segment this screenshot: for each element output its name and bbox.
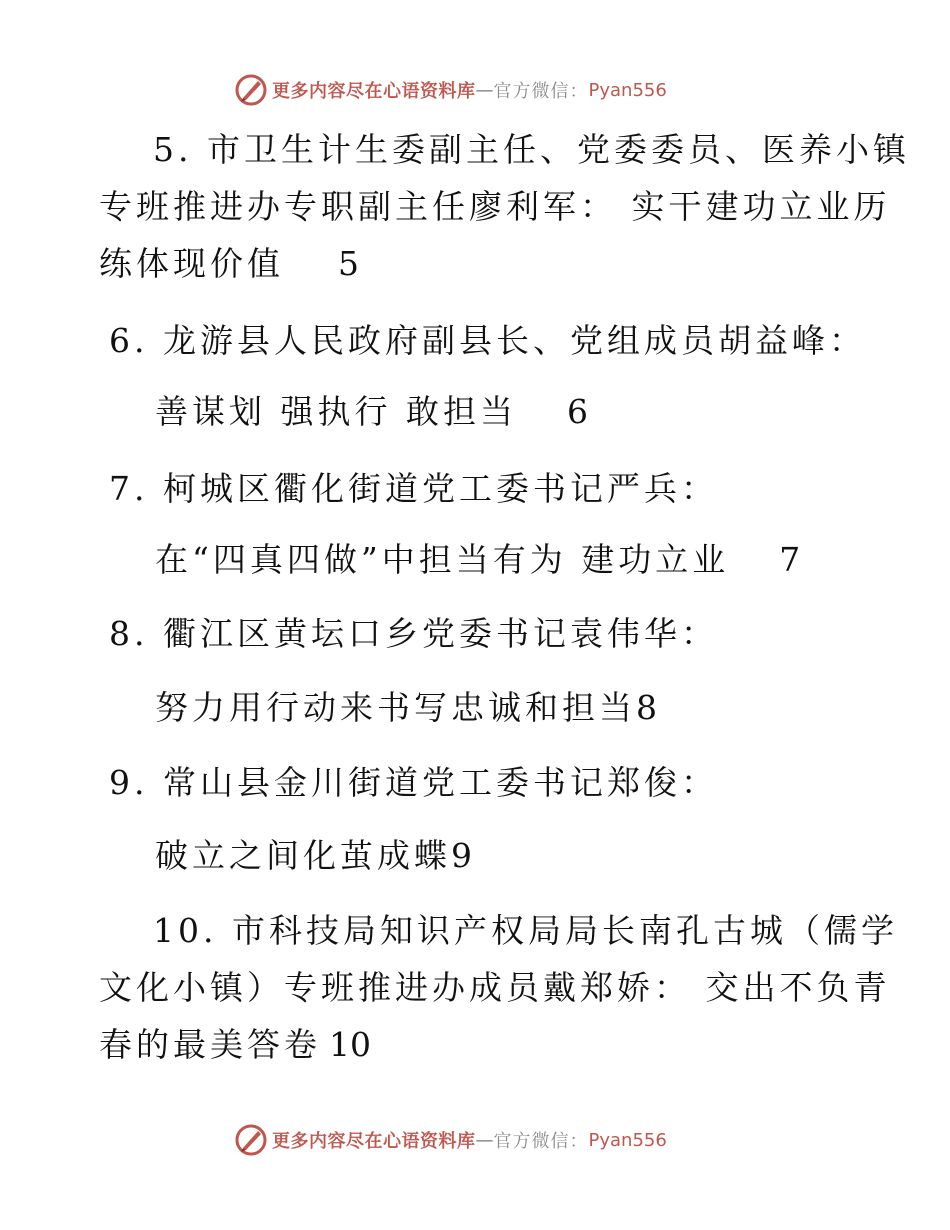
quill-logo-icon	[234, 1123, 268, 1157]
watermark-site-text: 更多内容尽在心语资料库	[272, 81, 476, 102]
watermark-dash: —	[475, 79, 494, 101]
watermark-label: 官方微信：	[493, 1131, 589, 1152]
toc-entry-7-line-2: 在“四真四做”中担当有为 建功立业 7	[155, 540, 801, 579]
toc-entry-7-page: 7	[779, 540, 801, 579]
toc-entry-10-line-3: 春的最美答卷 10	[99, 1025, 371, 1064]
toc-entry-9-page: 9	[451, 836, 472, 875]
toc-entry-6-line-1: 6. 龙游县人民政府副县长、党组成员胡益峰：	[109, 321, 866, 360]
toc-entry-8-page: 8	[636, 688, 657, 727]
watermark-banner-top	[234, 72, 667, 108]
toc-entry-10-line-2: 文化小镇）专班推进办成员戴郑娇： 交出不负青	[99, 968, 891, 1007]
watermark-label: 官方微信：	[493, 81, 589, 102]
watermark-dash: —	[475, 1129, 494, 1151]
toc-entry-7-line-1: 7. 柯城区衢化街道党工委书记严兵：	[109, 469, 718, 508]
toc-entry-9-line-1: 9. 常山县金川街道党工委书记郑俊：	[109, 763, 718, 802]
toc-entry-6-page: 6	[566, 392, 588, 431]
toc-entry-5-page: 5	[338, 244, 359, 283]
toc-entry-5-line-2: 专班推进办专职副主任廖利军： 实干建功立业历	[99, 187, 891, 226]
toc-entry-5-line-3: 练体现价值 5	[99, 244, 359, 283]
watermark-site-text: 更多内容尽在心语资料库	[272, 1131, 476, 1152]
watermark-id: Pyan556	[588, 79, 667, 101]
watermark-banner-bottom	[234, 1122, 667, 1158]
toc-entry-10-line-1: 10. 市科技局知识产权局局长南孔古城（儒学	[153, 911, 898, 950]
toc-entry-6-line-2: 善谋划 强执行 敢担当 6	[155, 392, 588, 431]
toc-entry-8-line-2: 努力用行动来书写忠诚和担当8	[155, 688, 657, 727]
watermark-id: Pyan556	[588, 1129, 667, 1151]
quill-logo-icon	[234, 73, 268, 107]
toc-entry-8-line-1: 8. 衢江区黄坛口乡党委书记袁伟华：	[109, 614, 718, 653]
toc-entry-10-page: 10	[329, 1025, 371, 1064]
toc-entry-5-line-1: 5. 市卫生计生委副主任、党委委员、医养小镇	[153, 130, 910, 169]
toc-entry-9-line-2: 破立之间化茧成蝶9	[155, 836, 472, 875]
